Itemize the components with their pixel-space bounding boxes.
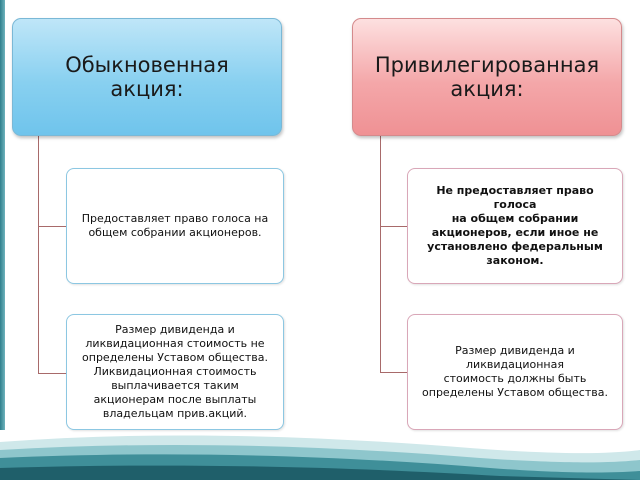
preferred-dividend-box: Размер дивиденда и ликвидационная стоимость должны быть определены Уставом общества. [407, 314, 623, 430]
common-dividend-box: Размер дивиденда и ликвидационная стоимость не определены Уставом общества. Ликвидационная стоимость выплачивается таким акционерам после выплаты владельцам прив.акций. [66, 314, 284, 430]
connector-preferred-trunk [380, 136, 381, 373]
connector-preferred-branch-2 [380, 372, 407, 373]
slide-frame-left-strip [0, 0, 5, 430]
slide-frame-bottom-wave [0, 428, 640, 480]
common-share-header: Обыкновенная акция: [12, 18, 282, 136]
connector-common-branch-1 [38, 226, 66, 227]
connector-common-branch-2 [38, 373, 66, 374]
connector-common-trunk [38, 136, 39, 374]
connector-preferred-branch-1 [380, 226, 407, 227]
preferred-share-header: Привилегированная акция: [352, 18, 622, 136]
preferred-voting-rights-box: Не предоставляет право голоса на общем собрании акционеров, если иное не установлено федеральным законом. [407, 168, 623, 284]
common-voting-rights-box: Предоставляет право голоса на общем собрании акционеров. [66, 168, 284, 284]
